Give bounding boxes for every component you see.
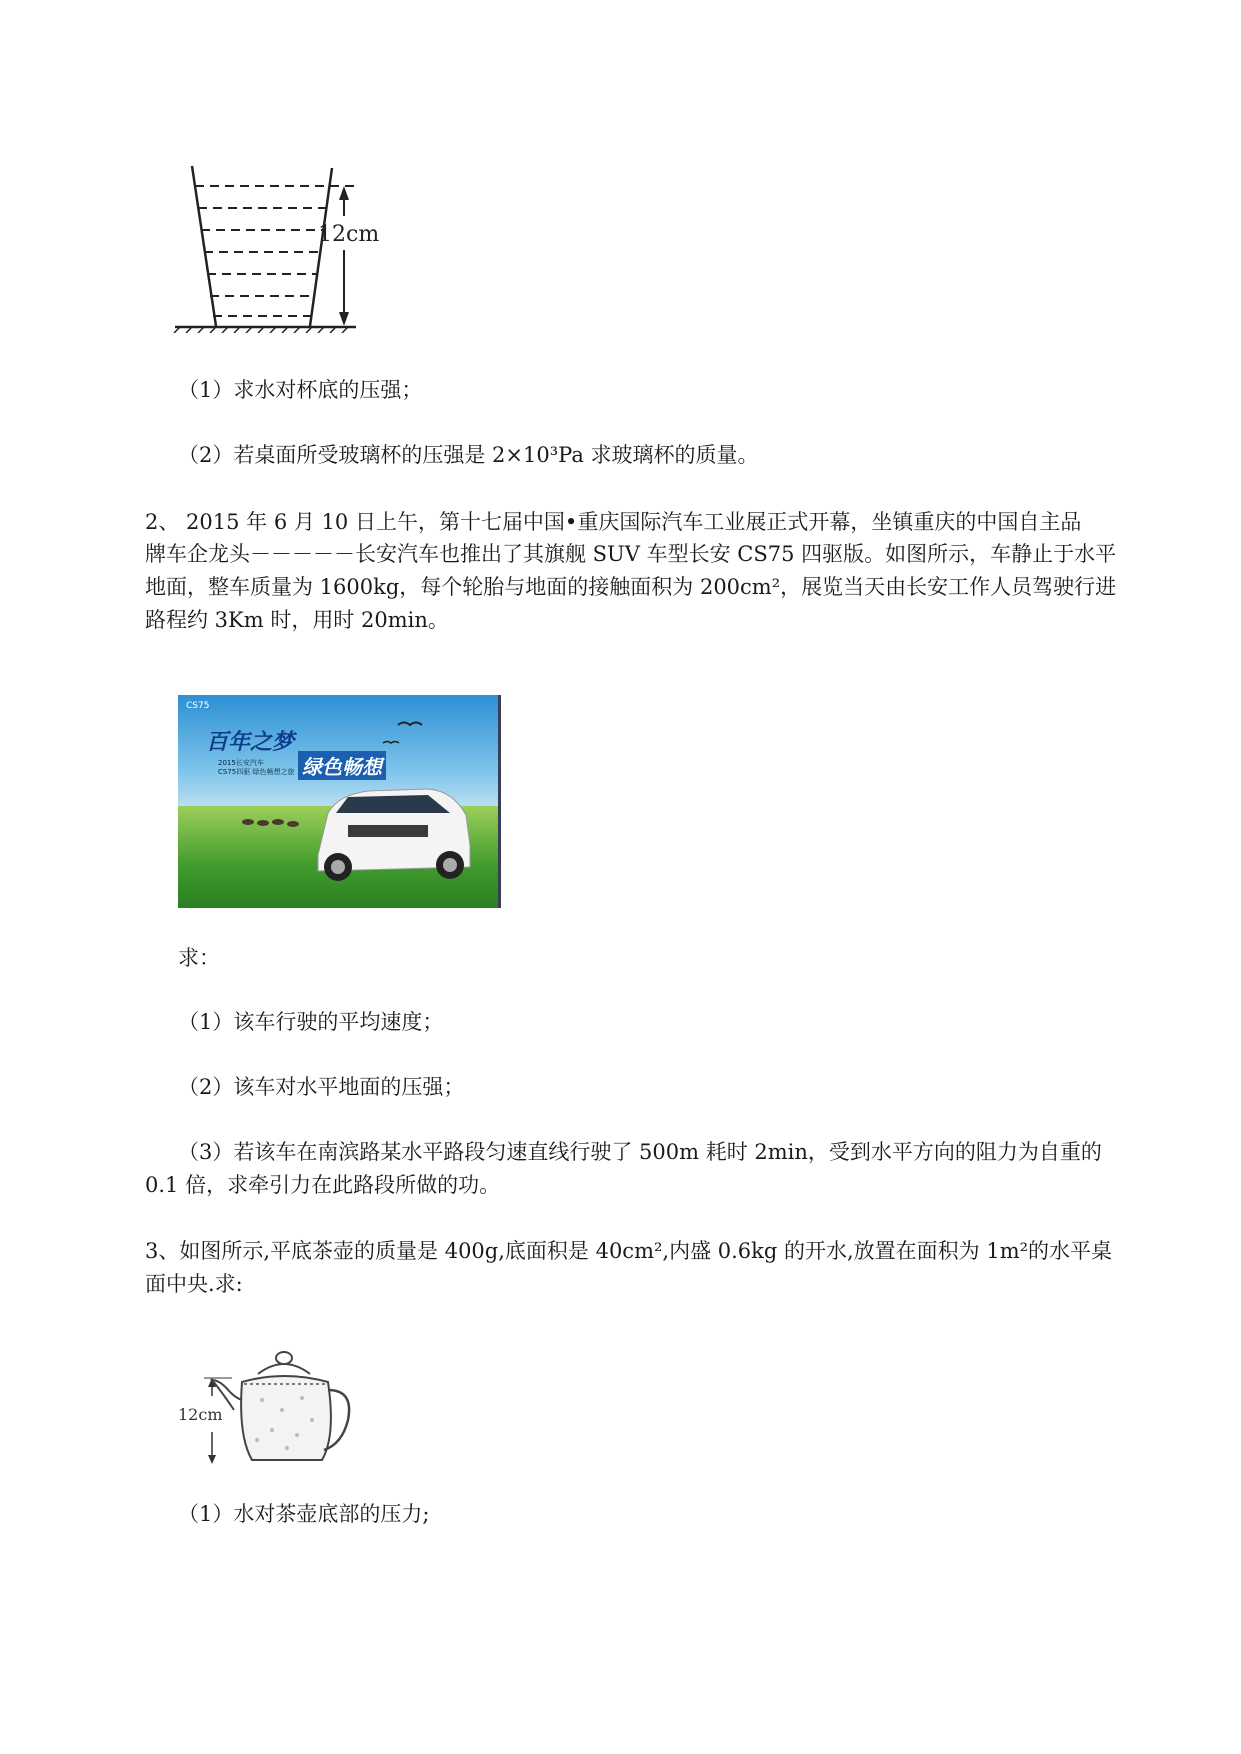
q3-line2: 面中央.求: <box>145 1272 243 1296</box>
cup-height-label: 12cm <box>318 222 380 247</box>
photo-small-2: CS75四驱 绿色畅想之旅 <box>218 768 295 776</box>
q3-line1: 3、如图所示,平底茶壶的质量是 400g,底面积是 40cm²,内盛 0.6kg 的开水,放置在面积为 1m²的水平桌 <box>145 1239 1113 1263</box>
q1-sub2: （2）若桌面所受玻璃杯的压强是 2×10³Pa 求玻璃杯的质量。 <box>178 443 759 467</box>
q2-line2: 牌车企龙头－－－－－长安汽车也推出了其旗舰 SUV 车型长安 CS75 四驱版。如图所示，车静止于水平 <box>145 542 1117 566</box>
q2-sub1: （1）该车行驶的平均速度； <box>178 1010 444 1034</box>
q3-sub1: （1）水对茶壶底部的压力; <box>178 1502 430 1526</box>
cup-diagram <box>170 158 400 333</box>
photo-small-1: 2015长安汽车 <box>218 759 264 767</box>
q2-sub2: （2）该车对水平地面的压强； <box>178 1075 465 1099</box>
teapot-diagram <box>172 1340 352 1475</box>
photo-slogan-1: 百年之梦 <box>206 730 295 755</box>
teapot-height-label: 12cm <box>178 1405 223 1424</box>
q2-sub3-line1: （3）若该车在南滨路某水平路段匀速直线行驶了 500m 耗时 2min，受到水平方向的阻力为自重的 <box>178 1140 1102 1164</box>
q2-line3: 地面，整车质量为 1600kg，每个轮胎与地面的接触面积为 200cm²，展览当天由长安工作人员驾驶行进 <box>145 575 1117 599</box>
car-advert-photo <box>178 695 501 908</box>
q2-sub3-line2: 0.1 倍，求牵引力在此路段所做的功。 <box>145 1173 501 1197</box>
q2-ask: 求： <box>178 946 220 970</box>
q2-line1: 2、 2015 年 6 月 10 日上午，第十七届中国•重庆国际汽车工业展正式开幕，坐镇重庆的中国自主品 <box>145 510 1082 534</box>
car-illustration <box>178 695 498 908</box>
q1-sub1: （1）求水对杯底的压强； <box>178 378 423 402</box>
photo-logo: CS75 <box>186 701 210 711</box>
photo-slogan-2: 绿色畅想 <box>298 751 386 780</box>
q2-line4: 路程约 3Km 时，用时 20min。 <box>145 608 449 632</box>
